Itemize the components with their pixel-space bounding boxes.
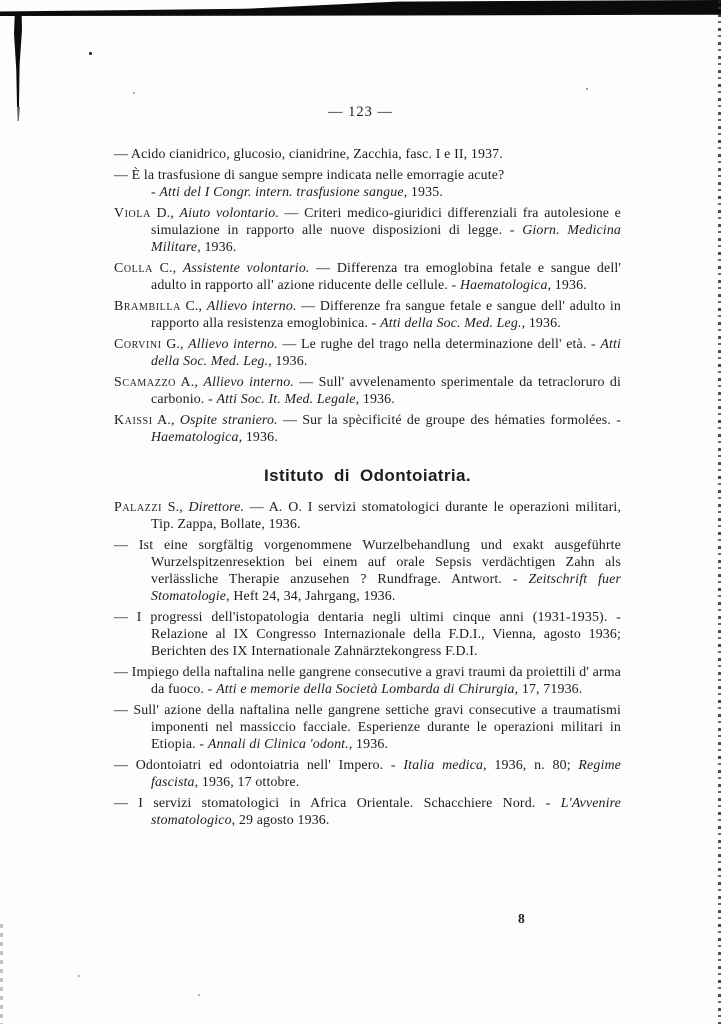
work-title-italic: Ospite straniero. (179, 413, 278, 428)
entry-text: D., (150, 206, 180, 221)
bibliography-entry (114, 702, 621, 753)
work-title-italic: Allievo interno. (188, 337, 278, 352)
bibliography-entry (114, 167, 621, 201)
entry-text: A., (152, 413, 180, 428)
entry-text: , Heft 24, 34, Jahrgang, 1936. (226, 589, 396, 604)
signature-mark: 8 (518, 911, 525, 926)
bibliography-entry (114, 499, 621, 533)
work-title-italic: Aiuto volontario. (179, 206, 279, 221)
entry-text: G., (161, 337, 189, 352)
entry-text: — Ist eine sorgfältig vorgenommene Wurzelbehandlung und exakt ausgeführte Wurzelspitzenresektion bei einem auf orale Sepsis verdächtigen Zahn als verlässliche Therapie anzusehen ? Rundfrage. Antwort. - (114, 538, 621, 587)
entry-text: - (151, 185, 160, 200)
bibliography-entry (114, 260, 621, 294)
entry-text: , 1936. (238, 430, 278, 445)
work-title-italic: Assistente volontario. (182, 261, 310, 276)
work-title-italic: Atti della Soc. Med. Leg. (151, 337, 621, 369)
work-title-italic: Allievo interno. (203, 375, 294, 390)
work-title-italic: Atti e memorie della Società Lombarda di Chirurgia (216, 682, 515, 697)
work-title-italic: Atti Soc. It. Med. Legale (216, 392, 356, 407)
bibliography-text-block (114, 146, 621, 833)
work-title-italic: L'Avvenire stomatologico (151, 796, 621, 828)
entry-text: — Differenze fra sangue fetale e sangue dell' adulto in rapporto alla resistenza emoglobinica. - (151, 299, 621, 331)
entry-text: S., (162, 500, 189, 515)
entry-text: — Criteri medico-giuridici differenziali fra autolesione e simulazione in rapporto alle nuove disposizioni di legge. - (151, 206, 621, 238)
bibliography-entry (114, 205, 621, 256)
entry-text: — Acido cianidrico, glucosio, cianidrine, Zacchia, fasc. I e II, 1937. (114, 147, 503, 162)
scan-speck (78, 975, 80, 977)
bibliography-entry (114, 336, 621, 370)
work-title-italic: Atti del I Congr. intern. trasfusione sangue (159, 185, 404, 200)
scan-speck (133, 92, 135, 94)
author-name: Corvini (114, 337, 162, 352)
author-name: Colla (114, 261, 153, 276)
bibliography-entry (114, 146, 621, 163)
work-title-italic: Italia medica (403, 758, 484, 773)
entry-text: , 17, 71936. (514, 682, 583, 697)
work-title-italic: Atti della Soc. Med. Leg. (380, 316, 522, 331)
work-title-italic: Regime fascista (151, 758, 621, 790)
entry-text: — Odontoiatri ed odontoiatria nell' Impero. - (114, 758, 404, 773)
section-heading: Istituto di Odontoiatria. (264, 466, 471, 485)
entry-text: — È la trasfusione di sangue sempre indicata nelle emorragie acute? (114, 168, 505, 183)
bibliography-entry (114, 537, 621, 605)
entry-text: — A. O. I servizi stomatologici durante le operazioni militari, Tip. Zappa, Bollate, 1936. (151, 500, 621, 532)
entry-text: , 1936. (348, 737, 389, 752)
entry-text: , 1935. (403, 185, 443, 200)
entry-text: — Le rughe del trago nella determinazione dell' età. - (277, 337, 601, 352)
work-title-italic: Giorn. Medicina Militare (151, 223, 622, 255)
author-name: Brambilla (114, 299, 181, 314)
bibliography-entry (114, 298, 621, 332)
bibliography-entry (114, 795, 621, 829)
entry-text: A., (175, 375, 204, 390)
scan-speck (89, 52, 92, 55)
author-name: Kaissi (114, 413, 153, 428)
entry-text: , 1936. (521, 316, 561, 331)
entry-text: — Sull' avvelenamento sperimentale da tetracloruro di carbonio. - (151, 375, 622, 407)
work-title-italic: Direttore. (188, 500, 245, 515)
bibliography-entry (114, 374, 621, 408)
entry-text: , 1936. (268, 354, 308, 369)
bibliography-entry (114, 664, 621, 698)
entry-text: — Sur la spècificité de groupe des hématies formolées. - (277, 413, 622, 428)
entry-text: — Differenza tra emoglobina fetale e sangue dell' adulto in rapporto all' azione riducente delle cellule. - (151, 261, 622, 293)
entry-text: — Impiego della naftalina nelle gangrene consecutive a gravi traumi da proiettili d' arma da fuoco. - (114, 665, 621, 697)
bibliography-section (114, 467, 621, 829)
scan-artifact-ink-streak (14, 13, 22, 107)
bibliography-entry (114, 609, 621, 660)
scan-speck (586, 88, 588, 90)
work-title-italic: Annali di Clinica 'odont. (207, 737, 349, 752)
entry-text: , 1936, 17 ottobre. (194, 775, 300, 790)
page-number: — 123 — (328, 104, 393, 120)
author-name: Scamazzo (114, 375, 176, 390)
author-name: Palazzi (114, 500, 163, 515)
bibliography-entry (114, 412, 621, 446)
entry-text: , 1936. (547, 278, 587, 293)
scan-speck (198, 994, 200, 996)
work-title-italic: Allievo interno. (206, 299, 297, 314)
bibliography-entry (114, 757, 621, 791)
entry-text: , 1936. (197, 240, 237, 255)
entry-text: — Sull' azione della naftalina nelle gangrene settiche gravi consecutive a traumatismi imponenti nel massiccio facciale. Esperienze durante le operazioni militari in Etiopia. - (114, 703, 621, 752)
work-title-italic: Zeitschrift fuer Stomatologie (151, 572, 621, 604)
scan-artifact-top-edge (0, 0, 721, 16)
scan-artifact-left-edge (0, 924, 3, 1024)
work-title-italic: Haematologica (151, 430, 239, 445)
entry-text: — I progressi dell'istopatologia dentaria negli ultimi cinque anni (1931-1935). - Relazione al IX Congresso Internazionale della F.D.I., Vienna, agosto 1936; Berichten des IX Internationale Zahnärztekongress F.D.I. (114, 610, 621, 659)
work-title-italic: Haematologica (459, 278, 548, 293)
bibliography-section (114, 146, 621, 446)
entry-text: — I servizi stomatologici in Africa Orientale. Schacchiere Nord. - (114, 796, 561, 811)
author-name: Viola (114, 206, 151, 221)
entry-text: , 29 agosto 1936. (231, 813, 330, 828)
entry-text: , 1936. (355, 392, 395, 407)
entry-text: C., (180, 299, 207, 314)
entry-text: , 1936, n. 80; (483, 758, 579, 773)
entry-text: C., (152, 261, 183, 276)
